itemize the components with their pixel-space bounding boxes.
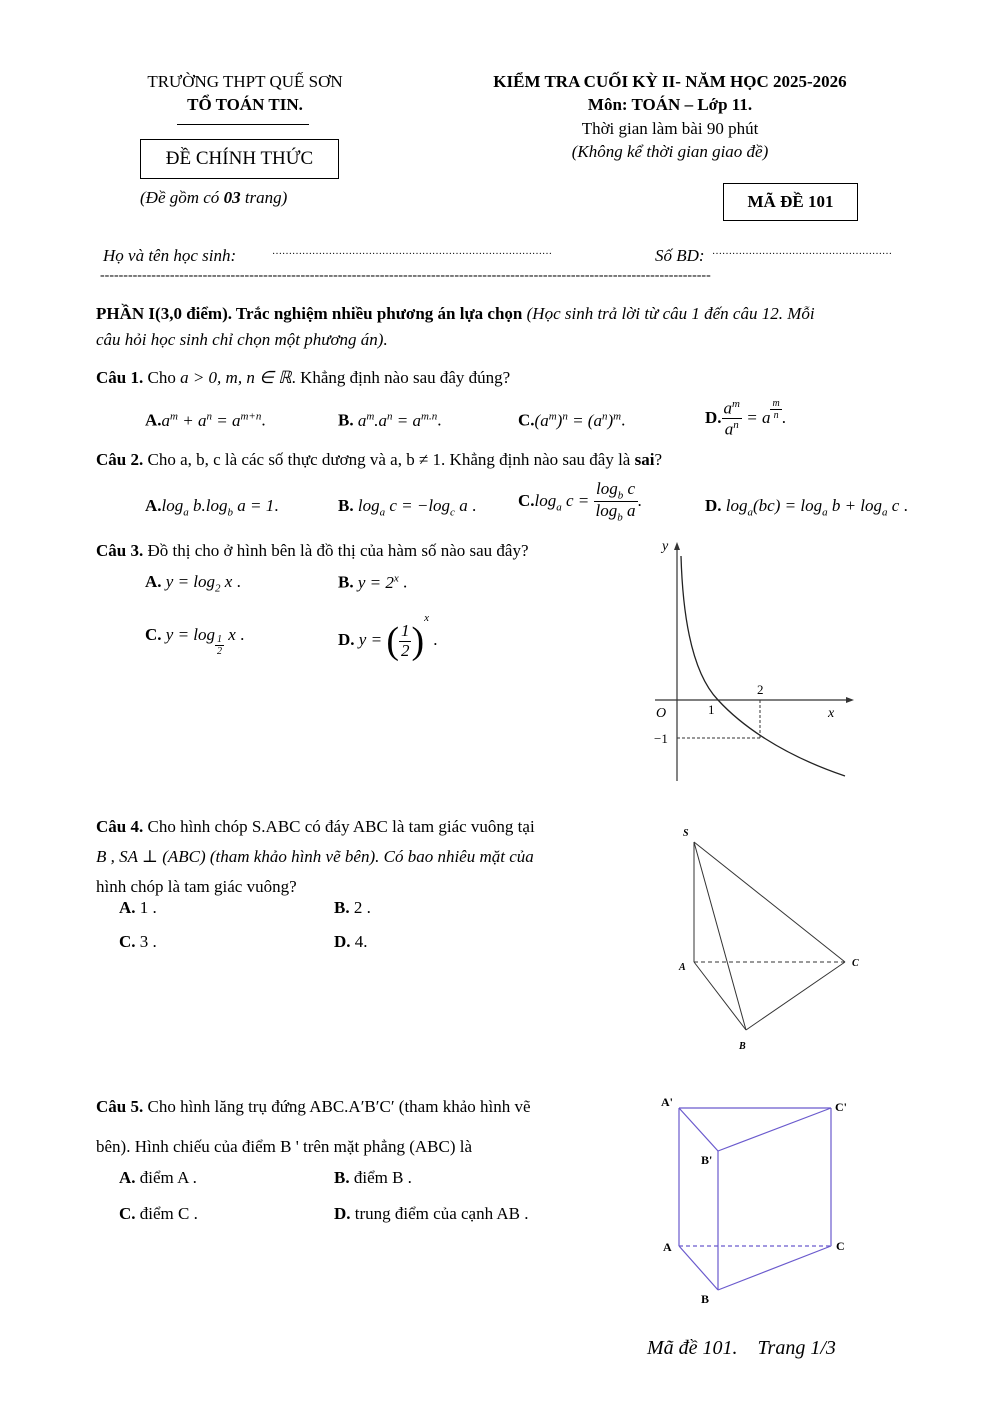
question-1: Câu 1. Cho a > 0, m, n ∈ ℝ. Khẳng định nào sau đây đúng? [96, 368, 511, 387]
edge-B1C1 [718, 1108, 831, 1151]
q2-option-c[interactable]: $C.\log_a$ c = $\frac{\log_b c}{\log_b a}$ . [518, 479, 642, 524]
time-line: Thời gian làm bài 90 phút [581, 119, 759, 138]
q4-option-d[interactable]: D. 4. [334, 932, 368, 951]
y-axis-arrow [674, 542, 680, 550]
vertex-B1: B' [701, 1153, 713, 1167]
official-stamp: ĐỀ CHÍNH THỨC [140, 139, 339, 179]
student-name-dots: ………………………………………………………………………… [272, 246, 552, 257]
vertex-A: A [679, 962, 686, 973]
q1-option-b[interactable]: B. $a^m.a^n = a^{m.n}$. [338, 410, 442, 430]
q5-option-b[interactable]: B. điểm B . [334, 1168, 412, 1187]
vertex-C: C [836, 1239, 845, 1253]
exam-code-box: MÃ ĐỀ 101 [723, 183, 858, 221]
header-underline [177, 124, 309, 125]
time-note: (Không kể thời gian giao đề) [571, 142, 769, 161]
edge-BC [746, 962, 845, 1030]
question-4: Câu 4. Cho hình chóp S.ABC có đáy ABC là tam giác vuông tại B , SA ⊥ (ABC) (tham khảo hình vẽ bên). Có bao nhiêu mặt của hình chóp là tam giác vuông? [96, 817, 535, 896]
student-name-label: Họ và tên học sinh: [103, 246, 237, 265]
question-2: Câu 2. Cho a, b, c là các số thực dương và a, b ≠ 1. Khẳng định nào sau đây là sai? [96, 450, 662, 469]
edge-SC [694, 842, 845, 962]
q2-option-a[interactable]: $A.\log_a$ $b.\log_b$ a = 1. [145, 496, 279, 519]
sbd-label: Số BD: [655, 246, 705, 265]
q4-option-a[interactable]: A. 1 . [119, 898, 157, 917]
vertex-B: B [701, 1292, 710, 1306]
edge-A1B1 [679, 1108, 718, 1151]
exam-title: KIỂM TRA CUỐI KỲ II- NĂM HỌC 2025-2026 [493, 72, 847, 91]
vertex-A1: A' [661, 1095, 673, 1109]
divider-line: ----------------------------------------------------------------------------------------------------------------------------------- [100, 268, 711, 283]
page-count: (Đề gồm có 03 trang) [140, 188, 288, 207]
y-axis-label: y [662, 539, 669, 554]
tick-1: 1 [708, 702, 715, 717]
q2-option-d[interactable]: D. $\log_a(bc) = \log_a b + \log_a c$ . [705, 496, 908, 519]
sbd-dots: ……………………………………………… [712, 246, 892, 257]
q5-option-a[interactable]: A. điểm A . [119, 1168, 197, 1187]
q2-option-b[interactable]: B. $\log_a c = -\log_c$ a . [338, 496, 477, 519]
q4-option-b[interactable]: B. 2 . [334, 898, 371, 917]
question-3: Câu 3. Đồ thị cho ở hình bên là đồ thị của hàm số nào sau đây? [96, 541, 529, 560]
q4-pyramid-figure [670, 820, 870, 1060]
q3-option-b[interactable]: B. $y = 2^x$ . [338, 572, 408, 592]
tick-minus-1: −1 [654, 731, 668, 746]
q5-prism-figure [655, 1088, 865, 1313]
q1-option-d[interactable]: D. $\frac{a^m}{a^n}$ = a $\frac{m}{n}$ . [705, 398, 786, 439]
q1-option-c[interactable]: $C.(a^m)^n = (a^n)^m$. [518, 410, 626, 430]
q3-graph [640, 536, 855, 786]
question-5: Câu 5. Cho hình lăng trụ đứng ABC.A′B′C′ (tham khảo hình vẽ bên). Hình chiếu của điểm B ' trên mặt phẳng (ABC) là [96, 1097, 531, 1156]
page-footer: Mã đề 101. Trang 1/3 [647, 1337, 836, 1359]
vertex-B: B [739, 1041, 746, 1052]
q5-option-c[interactable]: C. điểm C . [119, 1204, 198, 1223]
log-curve [681, 556, 845, 776]
edge-SB [694, 842, 746, 1030]
school-name: TRƯỜNG THPT QUẾ SƠN [147, 72, 343, 91]
department-name: TỔ TOÁN TIN. [187, 95, 303, 114]
vertex-A: A [663, 1240, 672, 1254]
q3-option-c[interactable]: C. y = log $\frac{1}{2}$ x . [145, 625, 245, 657]
edge-BC [718, 1246, 831, 1290]
q1-option-a[interactable]: $A.a^m + a^n = a^{m+n}$. [145, 410, 266, 430]
q4-option-c[interactable]: C. 3 . [119, 932, 157, 951]
q3-option-a[interactable]: A. $y = \log_2 x$ . [145, 572, 241, 595]
x-axis-arrow [846, 697, 854, 703]
subject-line: Môn: TOÁN – Lớp 11. [587, 95, 753, 114]
edge-AB [679, 1246, 718, 1290]
vertex-C: C [852, 958, 859, 969]
edge-AB [694, 962, 746, 1030]
q3-option-d[interactable]: D. y = ( $\frac{1}{2}$ )$^x$ . [338, 612, 438, 663]
q5-option-d[interactable]: D. trung điểm của cạnh AB . [334, 1204, 529, 1223]
vertex-S: S [683, 828, 689, 839]
tick-2: 2 [757, 682, 764, 697]
part1-heading: PHẦN I(3,0 điểm). Trắc nghiệm nhiều phương án lựa chọn (Học sinh trả lời từ câu 1 đến câu 12. Mỗi câu hỏi học sinh chỉ chọn một phương án). [96, 304, 815, 349]
x-axis-label: x [828, 706, 835, 721]
vertex-C1: C' [835, 1100, 847, 1114]
origin-label: O [656, 706, 667, 721]
